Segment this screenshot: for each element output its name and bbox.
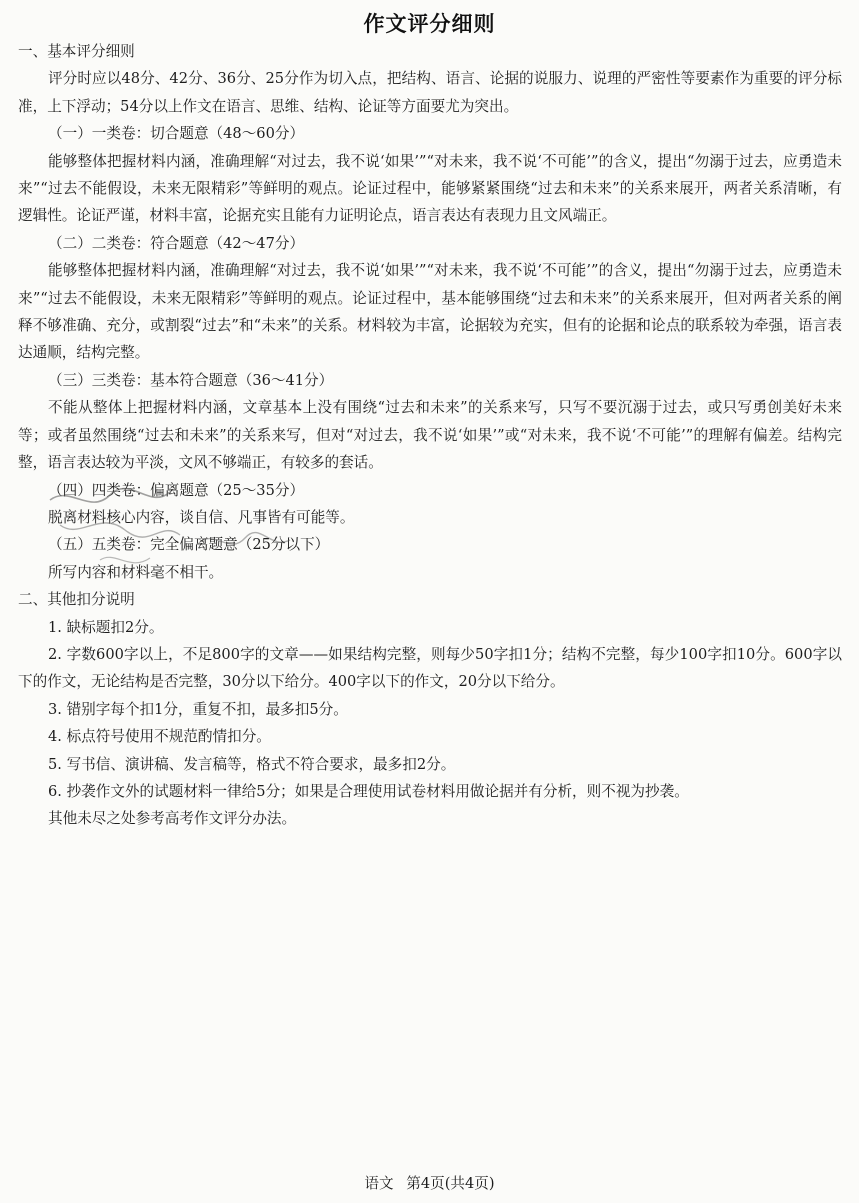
category-text-3: 不能从整体上把握材料内涵，文章基本上没有围绕“过去和未来”的关系来写，只写不要沉溺于过去，或只写勇创美好未来等；或者虽然围绕“过去和未来”的关系来写，但对“对过去，我不说‘如果’”或“对未来，我不说‘不可能’”的理解有偏差。结构完整，语言表达较为平淡，文风不够端正，有较多的套话。 bbox=[18, 399, 842, 472]
closing-note: 其他未尽之处参考高考作文评分办法。 bbox=[48, 810, 297, 828]
deduction-item-6: 6. 抄袭作文外的试题材料一律给5分；如果是合理使用试卷材料用做论据并有分析，则不视为抄袭。 bbox=[48, 782, 689, 800]
footer-page-number: 第4页(共4页) bbox=[406, 1175, 495, 1192]
deduction-item-1: 1. 缺标题扣2分。 bbox=[48, 618, 164, 636]
deduction-item-4: 4. 标点符号使用不规范酌情扣分。 bbox=[48, 728, 271, 746]
page-title: 作文评分细则 bbox=[363, 12, 496, 36]
deduction-item-3: 3. 错别字每个扣1分，重复不扣，最多扣5分。 bbox=[48, 700, 348, 718]
deduction-item-5: 5. 写书信、演讲稿、发言稿等，格式不符合要求，最多扣2分。 bbox=[48, 755, 456, 773]
category-text-2: 能够整体把握材料内涵，准确理解“对过去，我不说‘如果’”“对未来，我不说‘不可能’”的含义，提出“勿溺于过去，应勇造未来”“过去不能假设，未来无限精彩”等鲜明的观点。论证过程中，基本能够围绕“过去和未来”的关系来展开，但对两者关系的阐释不够准确、充分，或割裂“过去”和“未来”的关系。材料较为丰富，论据较为充实，但有的论据和论点的联系较为牵强，语言表达通顺，结构完整。 bbox=[18, 262, 842, 362]
deduction-item-2: 2. 字数600字以上，不足800字的文章——如果结构完整，则每少50字扣1分；结构不完整，每少100字扣10分。600字以下的作文，无论结构是否完整，30分以下给分。400字以下的作文，20分以下给分。 bbox=[18, 645, 842, 691]
document-body bbox=[18, 38, 842, 833]
category-label-4: （四）四类卷：偏离题意（25～35分） bbox=[48, 481, 305, 499]
category-label-1: （一）一类卷：切合题意（48～60分） bbox=[48, 125, 305, 143]
section-intro-paragraph: 评分时应以48分、42分、36分、25分作为切入点，把结构、语言、论据的说服力、说理的严密性等要素作为重要的评分标准，上下浮动；54分以上作文在语言、思维、结构、论证等方面要尤为突出。 bbox=[18, 70, 842, 115]
category-label-5: （五）五类卷：完全偏离题意（25分以下） bbox=[48, 536, 330, 554]
category-text-4: 脱离材料核心内容，谈自信、凡事皆有可能等。 bbox=[48, 508, 355, 526]
footer-subject: 语文 bbox=[364, 1175, 394, 1192]
category-label-3: （三）三类卷：基本符合题意（36～41分） bbox=[48, 371, 334, 389]
section-heading-deductions: 二、其他扣分说明 bbox=[18, 591, 135, 609]
category-label-2: （二）二类卷：符合题意（42～47分） bbox=[48, 234, 305, 252]
category-text-5: 所写内容和材料毫不相干。 bbox=[48, 563, 224, 581]
page-footer bbox=[0, 1172, 859, 1193]
category-text-1: 能够整体把握材料内涵，准确理解“对过去，我不说‘如果’”“对未来，我不说‘不可能’”的含义，提出“勿溺于过去，应勇造未来”“过去不能假设，未来无限精彩”等鲜明的观点。论证过程中，能够紧紧围绕“过去和未来”的关系来展开，两者关系清晰，有逻辑性。论证严谨，材料丰富，论据充实且能有力证明论点，语言表达有表现力且文风端正。 bbox=[18, 152, 842, 225]
section-heading-basic: 一、基本评分细则 bbox=[18, 43, 135, 60]
